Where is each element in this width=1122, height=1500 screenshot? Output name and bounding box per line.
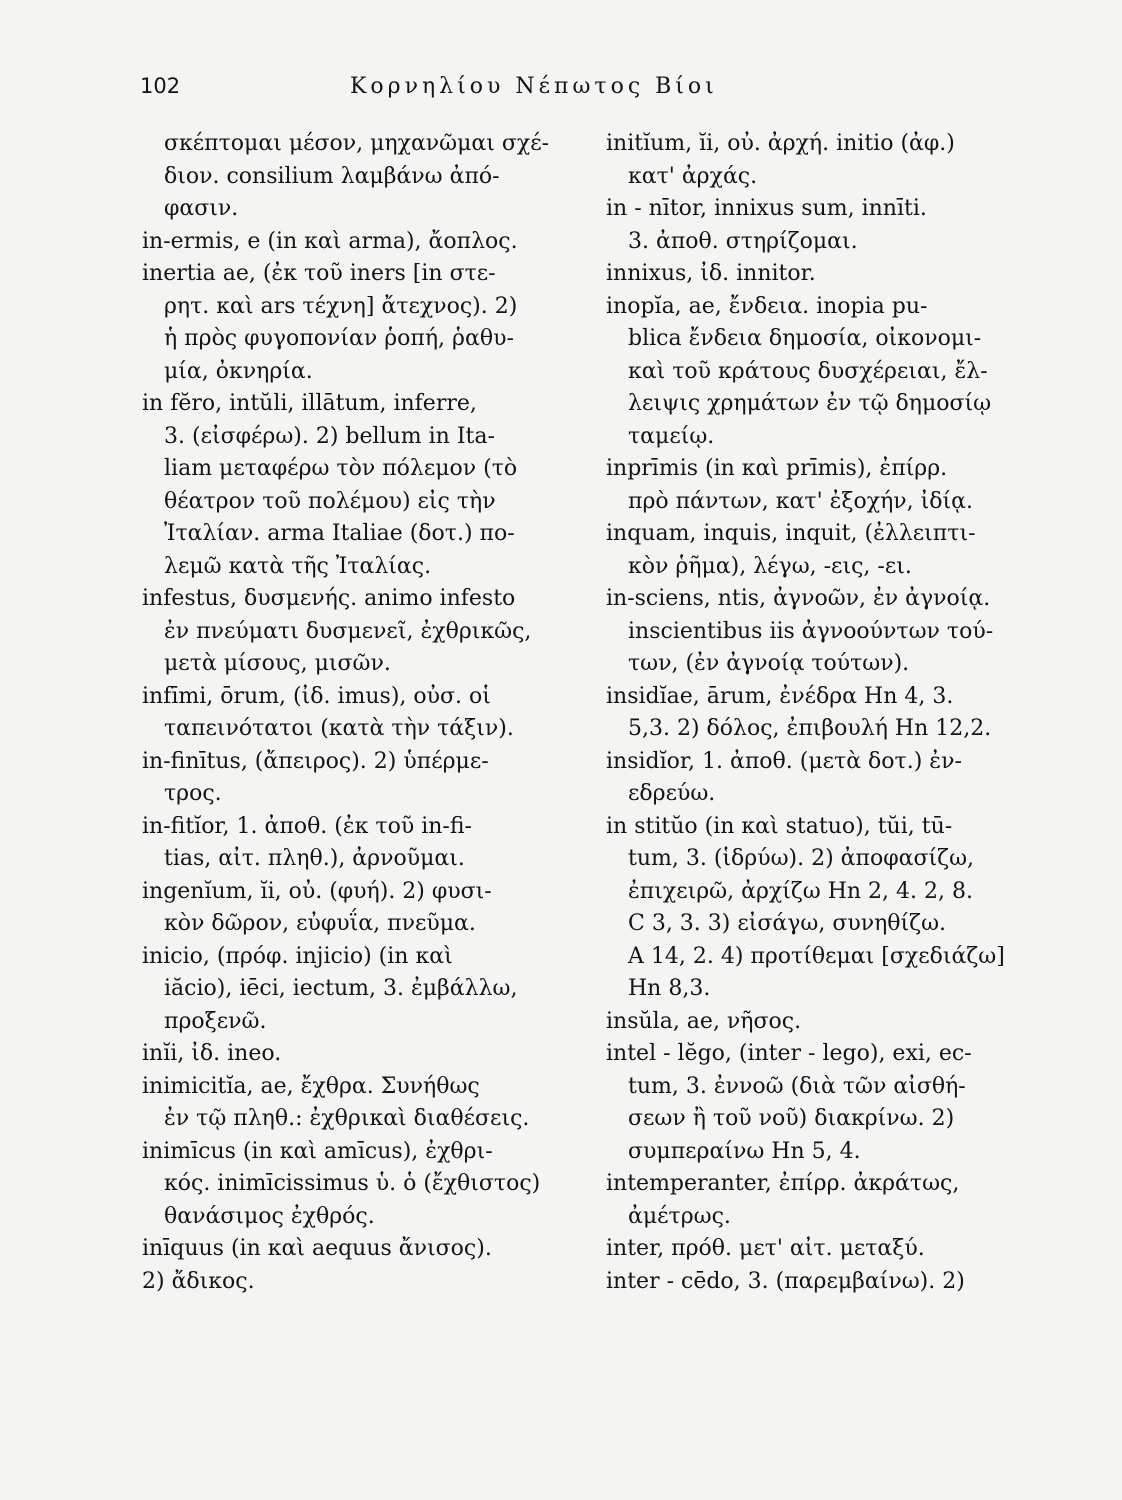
right-column <box>606 128 1058 1298</box>
page-header <box>140 70 860 106</box>
entry-headword-line: inīquus (in καὶ aequus ἄνισος). <box>142 1236 492 1261</box>
entry-continuation-line: 5,3. 2) δόλος, ἐπιβουλή Hn 12,2. <box>628 716 992 741</box>
entry-continuation-line: θέατρον τοῦ πολέμου) εἰς τὴν <box>164 488 496 514</box>
entry-continuation-line: κὸν ῥῆμα), λέγω, -εις, -ει. <box>628 553 912 579</box>
entry-headword-line: inimīcus (in καὶ amīcus), ἐχθρι- <box>142 1138 493 1164</box>
entry-continuation-line: φασιν. <box>164 196 239 221</box>
entry-continuation-line: ἐπιχειρῶ, ἀρχίζω Hn 2, 4. 2, 8. <box>628 878 973 904</box>
entry-continuation-line: iăcio), iēci, iectum, 3. ἐμβάλλω, <box>164 976 518 1001</box>
entry-continuation-line: inscientibus iis ἀγνοούντων τού- <box>628 618 994 644</box>
entry-continuation-line: C 3, 3. 3) εἰσάγω, συνηθίζω. <box>628 911 947 936</box>
entry-continuation-line: blica ἔνδεια δημοσία, οἰκονομι- <box>628 326 982 351</box>
entry-headword-line: inicio, (πρόφ. injicio) (in καὶ <box>142 943 453 969</box>
entry-continuation-line: μετὰ μίσους, μισῶν. <box>164 651 391 676</box>
entry-continuation-line: 3. (εἰσφέρω). 2) bellum in Ita- <box>164 423 495 449</box>
entry-headword-line: infīmi, ōrum, (ἰδ. imus), οὐσ. οἱ <box>142 683 491 709</box>
entry-continuation-line: ἀμέτρως. <box>628 1203 731 1229</box>
entry-continuation-line: Ἰταλίαν. arma Italiae (δοτ.) πο- <box>164 521 515 546</box>
entry-continuation-line: λειψις χρημάτων ἐν τῷ δημοσίῳ <box>628 391 992 416</box>
entry-continuation-line: κὸν δῶρον, εὐφυΐα, πνεῦμα. <box>164 911 476 936</box>
entry-headword-line: inter - cēdo, 3. (παρεμβαίνω). 2) <box>606 1268 965 1294</box>
entry-headword-line: in-ermis, e (in καὶ arma), ἄοπλος. <box>142 228 518 254</box>
entry-continuation-line: A 14, 2. 4) προτίθεμαι [σχεδιάζω] <box>628 943 1005 969</box>
entry-continuation-line: συμπεραίνω Hn 5, 4. <box>628 1138 861 1164</box>
entry-continuation-line: κός. inimīcissimus ὑ. ὁ (ἔχθιστος) <box>164 1171 541 1196</box>
entry-headword-line: in-fitĭor, 1. ἀποθ. (ἐκ τοῦ in-fi- <box>142 813 472 839</box>
entry-headword-line: insŭla, ae, νῆσος. <box>606 1008 802 1034</box>
entry-continuation-line: πρὸ πάντων, κατ' ἐξοχήν, ἰδίᾳ. <box>628 488 973 514</box>
entry-continuation-line: κατ' ἀρχάς. <box>628 163 758 189</box>
entry-headword-line: insidĭae, ārum, ἐνέδρα Hn 4, 3. <box>606 683 954 709</box>
entry-continuation-line: ἐν πνεύματι δυσμενεῖ, ἐχθρικῶς, <box>164 618 532 644</box>
entry-headword-line: in fĕro, intŭli, illātum, inferre, <box>142 391 477 416</box>
entry-headword-line: initĭum, ĭi, οὐ. ἀρχή. initio (ἀφ.) <box>606 131 955 156</box>
entry-headword-line: inĭi, ἰδ. ineo. <box>142 1041 282 1066</box>
entry-continuation-line: Hn 8,3. <box>628 976 711 1001</box>
entry-continuation-line: ταμείῳ. <box>628 423 715 449</box>
entry-headword-line: inopĭa, ae, ἔνδεια. inopia pu- <box>606 293 928 319</box>
entry-continuation-line: των, (ἐν ἀγνοίᾳ τούτων). <box>628 651 910 676</box>
entry-headword-line: intel - lĕgo, (inter - lego), exi, ec- <box>606 1041 972 1066</box>
entry-continuation-line: ρητ. καὶ ars τέχνη] ἄτεχνος). 2) <box>164 293 518 319</box>
entry-continuation-line: θανάσιμος ἐχθρός. <box>164 1203 375 1229</box>
entry-continuation-line: 3. ἀποθ. στηρίζομαι. <box>628 228 858 254</box>
entry-headword-line: in-sciens, ntis, ἀγνοῶν, ἐν ἀγνοίᾳ. <box>606 586 991 611</box>
entry-headword-line: 2) ἄδικος. <box>142 1268 255 1294</box>
page-number: 102 <box>140 74 181 98</box>
entry-headword-line: intemperanter, ἐπίρρ. ἀκράτως, <box>606 1171 960 1196</box>
entry-continuation-line: μία, ὀκνηρία. <box>164 358 313 384</box>
entry-headword-line: insidĭor, 1. ἀποθ. (μετὰ δοτ.) ἐν- <box>606 748 962 774</box>
entry-headword-line: inimicitĭa, ae, ἔχθρα. Συνήθως <box>142 1073 480 1099</box>
entry-headword-line: inprīmis (in καὶ prīmis), ἐπίρρ. <box>606 456 948 481</box>
entry-continuation-line: ἐν τῷ πληθ.: ἐχθρικαὶ διαθέσεις. <box>164 1106 530 1131</box>
entry-headword-line: inertia ae, (ἐκ τοῦ iners [in στε- <box>142 261 496 286</box>
entry-headword-line: inter, πρόθ. μετ' αἰτ. μεταξύ. <box>606 1236 925 1261</box>
entry-headword-line: inquam, inquis, inquit, (ἐλλειπτι- <box>606 521 976 546</box>
entry-headword-line: in-finītus, (ἄπειρος). 2) ὑπέρμε- <box>142 748 489 774</box>
entry-headword-line: innixus, ἰδ. innitor. <box>606 261 816 286</box>
entry-continuation-line: σκέπτομαι μέσον, μηχανῶμαι σχέ- <box>164 131 550 156</box>
entry-continuation-line: εδρεύω. <box>628 781 716 806</box>
entry-headword-line: in stitŭo (in καὶ statuo), tŭi, tū- <box>606 813 953 839</box>
entry-continuation-line: ἡ πρὸς φυγοπονίαν ῥοπή, ῥαθυ- <box>164 326 514 351</box>
entry-continuation-line: σεων ἢ τοῦ νοῦ) διακρίνω. 2) <box>628 1106 955 1131</box>
entry-continuation-line: tum, 3. (ἱδρύω). 2) ἀποφασίζω, <box>628 846 975 871</box>
entry-continuation-line: liam μεταφέρω τὸν πόλεμον (τὸ <box>164 456 518 481</box>
entry-continuation-line: τρος. <box>164 781 222 806</box>
entry-continuation-line: ταπεινότατοι (κατὰ τὴν τάξιν). <box>164 716 514 741</box>
entry-continuation-line: tum, 3. ἐννοῶ (διὰ τῶν αἰσθή- <box>628 1073 966 1099</box>
entry-headword-line: infestus, δυσμενής. animo infesto <box>142 586 516 611</box>
entry-headword-line: ingenĭum, ĭi, οὐ. (φυή). 2) φυσι- <box>142 878 492 904</box>
left-column <box>142 128 594 1298</box>
entry-continuation-line: διον. consilium λαμβάνω ἀπό- <box>164 163 500 189</box>
entry-continuation-line: λεμῶ κατὰ τῆς Ἰταλίας. <box>164 553 432 579</box>
entry-continuation-line: καὶ τοῦ κράτους δυσχέρειαι, ἔλ- <box>628 358 988 384</box>
entry-continuation-line: προξενῶ. <box>164 1008 267 1034</box>
entry-headword-line: in - nītor, innixus sum, innīti. <box>606 196 927 221</box>
entry-continuation-line: tias, αἰτ. πληθ.), ἀρνοῦμαι. <box>164 846 465 871</box>
running-title: Κορνηλίου Νέπωτος Βίοι <box>350 74 718 99</box>
